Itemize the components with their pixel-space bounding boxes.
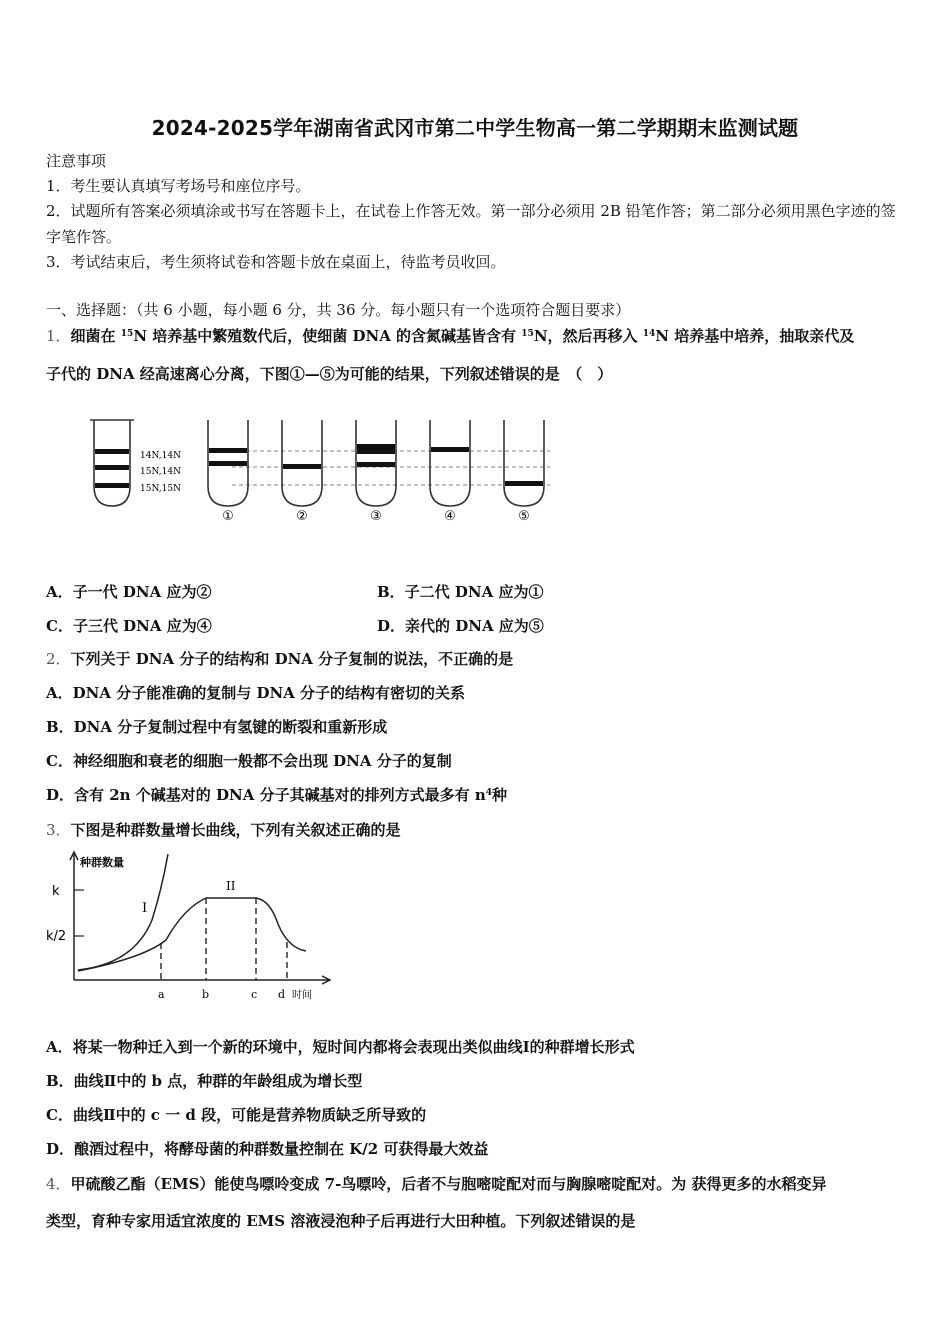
page-title: 2024-2025学年湖南省武冈市第二中学生物高一第二学期期末监测试题 — [151, 116, 799, 140]
tube-label: ② — [296, 509, 308, 524]
centrifuge-tubes-figure — [80, 414, 560, 529]
reference-tube — [90, 420, 134, 506]
q1-sup-14: 14 — [642, 329, 656, 339]
y-axis-label: 种群数量 — [80, 856, 124, 869]
q1-text-c: N，然后再移入 — [533, 327, 643, 345]
x-tick-label: d — [278, 988, 286, 1001]
question-number: 1． — [46, 327, 71, 345]
option-c[interactable]: C．子三代 DNA 应为④ — [46, 617, 212, 635]
option-d-text-end: 种 — [492, 786, 508, 804]
q1-sup-15: 15 — [120, 329, 134, 339]
x-axis-label: 时间 — [292, 990, 312, 1001]
q1-text-a: 细菌在 — [70, 327, 121, 345]
section-heading: 一、选择题：（共 6 小题，每小题 6 分，共 36 分。每小题只有一个选项符合题目要求） — [46, 301, 631, 319]
option-d[interactable]: D．亲代的 DNA 应为⑤ — [377, 617, 544, 635]
notice-item: 3．考试结束后，考生须将试卷和答题卡放在桌面上，待监考员收回。 — [46, 253, 506, 271]
question-number: 4． — [46, 1175, 71, 1193]
option-b[interactable]: B．子二代 DNA 应为① — [377, 583, 544, 601]
option-d-text: D．含有 2n 个碱基对的 DNA 分子其碱基对的排列方式最多有 n — [46, 786, 486, 804]
x-tick-label: c — [251, 988, 258, 1001]
band-label: 15N,14N — [140, 467, 181, 477]
question-number: 2． — [46, 650, 71, 668]
question-1-stem-line2: 子代的 DNA 经高速离心分离，下图①—⑤为可能的结果，下列叙述错误的是 （ ） — [46, 365, 613, 383]
q1-text-d: N 培养基中培养，抽取亲代及 — [655, 327, 855, 345]
notice-heading: 注意事项 — [46, 152, 107, 170]
x-tick-label: b — [202, 988, 210, 1001]
option-b[interactable]: B．曲线Ⅱ中的 b 点，种群的年龄组成为增长型 — [46, 1072, 363, 1090]
option-c[interactable]: C．神经细胞和衰老的细胞一般都不会出现 DNA 分子的复制 — [46, 752, 452, 770]
question-1-stem-line1 — [46, 326, 910, 346]
option-d-sup: 4 — [485, 788, 492, 798]
tube-label: ① — [222, 509, 234, 524]
option-d[interactable]: D．酿酒过程中，将酵母菌的种群数量控制在 K/2 可获得最大效益 — [46, 1140, 489, 1158]
q1-text-b: N 培养基中繁殖数代后，使细菌 DNA 的含氮碱基皆含有 — [133, 327, 522, 345]
question-3-stem — [46, 820, 910, 840]
q2-stem-text: 下列关于 DNA 分子的结构和 DNA 分子复制的说法，不正确的是 — [70, 650, 514, 668]
question-number: 3． — [46, 821, 71, 839]
question-4-stem-line2: 类型，育种专家用适宜浓度的 EMS 溶液浸泡种子后再进行大田种植。下列叙述错误的是 — [46, 1212, 636, 1230]
x-tick-label: a — [158, 988, 165, 1001]
tube-label: ⑤ — [518, 509, 530, 524]
q4-stem-text: 甲硫酸乙酯（EMS）能使鸟嘌呤变成 7-鸟嘌呤，后者不与胞嘧啶配对而与胸腺嘧啶配对。为 获得更多的水稻变异 — [70, 1175, 827, 1193]
k-half-label: k/2 — [46, 929, 67, 944]
q1-sup-15: 15 — [521, 329, 534, 339]
option-a[interactable]: A．DNA 分子能准确的复制与 DNA 分子的结构有密切的关系 — [46, 684, 466, 702]
option-a[interactable]: A．将某一物种迁入到一个新的环境中，短时间内都将会表现出类似曲线Ⅰ的种群增长形式 — [46, 1038, 635, 1056]
q3-stem-text: 下图是种群数量增长曲线，下列有关叙述正确的是 — [70, 821, 401, 839]
option-b[interactable]: B．DNA 分子复制过程中有氢键的断裂和重新形成 — [46, 718, 388, 736]
curve-2-label: II — [226, 879, 236, 893]
k-label: k — [52, 884, 60, 899]
question-2-stem — [46, 649, 910, 669]
band-label: 15N,15N — [140, 484, 181, 494]
notice-item: 1．考生要认真填写考场号和座位序号。 — [46, 177, 311, 195]
question-4-stem-line1 — [46, 1174, 910, 1194]
option-a[interactable]: A．子一代 DNA 应为② — [46, 583, 212, 601]
notice-item: 2．试题所有答案必须填涂或书写在答题卡上，在试卷上作答无效。第一部分必须用 2B 铅笔作答；第二部分必须用黑色字迹的签字笔作答。 — [46, 202, 896, 246]
tube-label: ④ — [444, 509, 456, 524]
population-growth-figure — [44, 848, 334, 1008]
band-label: 14N,14N — [140, 451, 181, 461]
option-c[interactable]: C．曲线Ⅱ中的 c 一 d 段，可能是营养物质缺乏所导致的 — [46, 1106, 427, 1124]
tube-label: ③ — [370, 509, 382, 524]
curve-1-label: I — [142, 901, 148, 916]
option-d[interactable] — [46, 785, 910, 805]
